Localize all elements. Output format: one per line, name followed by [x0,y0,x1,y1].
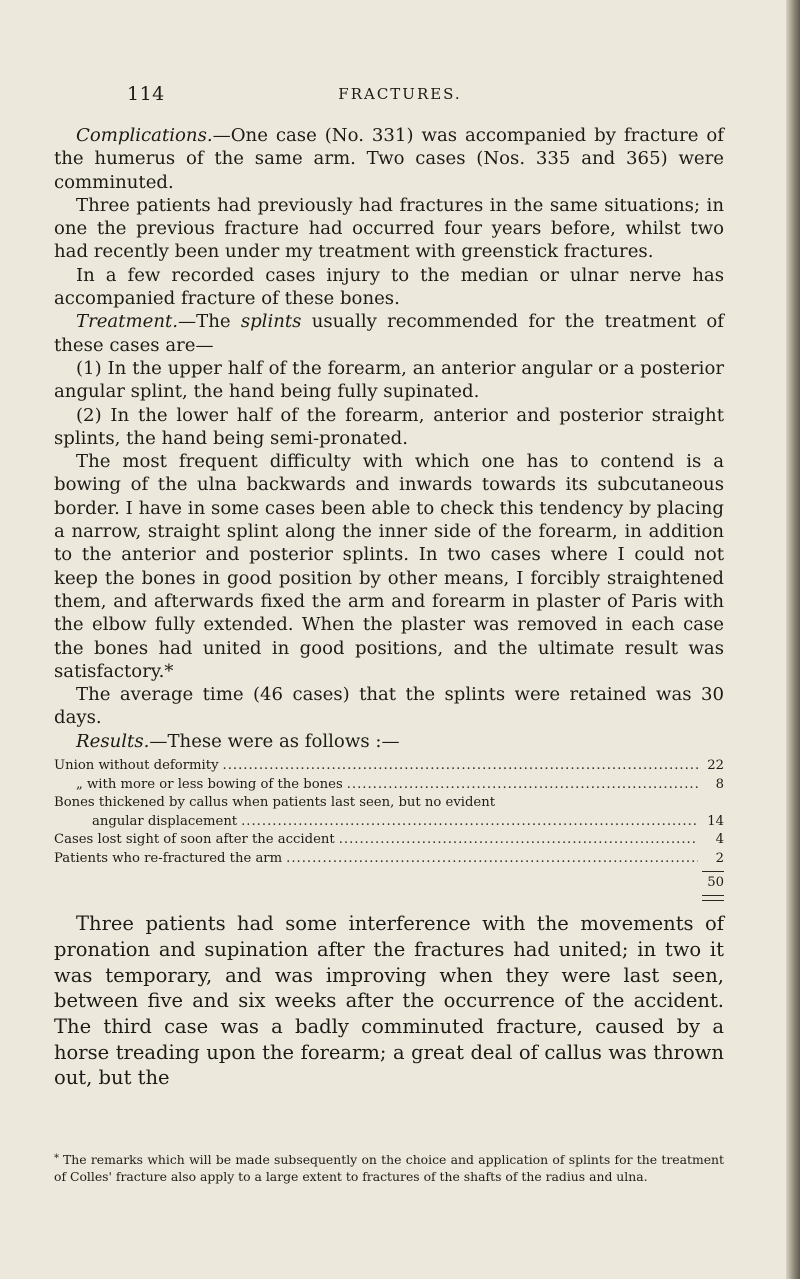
results-row [54,813,724,832]
results-row-label: Patients who re-fractured the arm [54,850,283,866]
footnote-mark: * [54,1153,59,1164]
closing-paragraph: Three patients had some interference with the movements of pronation and supination after the fractures had united; in two it was temporary, and was improving when they were last seen, between five and six weeks after the occurrence of the accident. The third case was a badly comminuted fracture, caused by a horse treading upon the forearm; a great deal of callus was thrown out, but the [54,912,724,1090]
results-row [54,831,724,850]
previous-fractures-paragraph: Three patients had previously had fractures in the same situations; in one the previous fracture had occurred four years before, whilst two had recently been under my treatment with greenstick fractures. [54,194,724,263]
leader-dots [286,850,698,869]
results-row-label: angular displacement [92,813,238,829]
results-row-label: Union without deformity [54,758,219,774]
closing-section [54,911,724,1091]
results-row [54,757,724,776]
treatment-splints: splints [240,311,302,333]
footnote [54,1151,724,1185]
results-total-box [702,871,724,902]
page-number: 114 [127,83,165,105]
results-row-value: 14 [707,813,724,829]
treatment-paragraph [54,310,724,357]
results-row-value: 8 [715,776,724,792]
page-edge-shadow [786,0,800,1279]
results-table [54,757,724,901]
double-rule [702,895,724,901]
results-row-label: „ with more or less bowing of the bones [76,776,343,792]
results-row-label: Bones thickened by callus when patients last seen, but no evident [54,795,496,811]
treatment-item-1: (1) In the upper half of the forearm, an anterior angular or a posterior angular splint, the hand being fully supinated. [54,357,724,403]
results-row [54,850,724,869]
results-row-value: 22 [707,758,724,774]
page-header [0,83,800,107]
complications-paragraph [54,124,724,194]
results-row [54,776,724,795]
complications-text: —One case (No. 331) was accompanied by fracture of the humerus of the same arm. Two cases (Nos. 335 and 365) were comminuted. [54,125,724,193]
results-paragraph [54,730,724,753]
results-heading: Results. [76,730,150,752]
results-row-value: 2 [715,850,724,866]
nerve-injury-paragraph: In a few recorded cases injury to the median or ulnar nerve has accompanied fracture of these bones. [54,264,724,310]
running-head: FRACTURES. [338,85,462,103]
treatment-item-2: (2) In the lower half of the forearm, anterior and posterior straight splints, the hand being semi-pronated. [54,404,724,449]
leader-dots [347,776,698,795]
results-total-value: 50 [707,874,724,890]
results-text: —These were as follows :— [149,730,400,752]
results-row-label: Cases lost sight of soon after the accident [54,832,335,848]
results-row [54,794,724,813]
treatment-post: usually recommended for the treatment of these cases are— [54,311,724,356]
treatment-pre: —The [178,311,241,333]
leader-dots [223,757,698,776]
results-row-value: 4 [715,832,724,848]
leader-dots [339,831,698,850]
treatment-heading: Treatment. [76,311,179,333]
complications-heading: Complications. [76,125,213,146]
leader-dots [241,813,698,832]
results-total [54,871,724,902]
footnote-text: The remarks which will be made subsequently on the choice and application of splints for the treatment of Colles' fracture also apply to a large extent to fractures of the shafts of the radius and ulna. [54,1152,724,1184]
average-time-paragraph: The average time (46 cases) that the splints were retained was 30 days. [54,684,724,729]
body-text [54,124,724,1091]
difficulty-paragraph: The most frequent difficulty with which one has to contend is a bowing of the ulna backwards and inwards towards its subcutaneous border. I have in some cases been able to check this tendency by placing a narrow, straight splint along the inner side of the forearm, in addition to the anterior and posterior splints. In two cases where I could not keep the bones in good position by other means, I forcibly straightened them, and afterwards fixed the arm and forearm in plaster of Paris with the elbow fully extended. When the plaster was removed in each case the bones had united in good positions, and the ultimate result was satisfactory.* [54,451,724,682]
